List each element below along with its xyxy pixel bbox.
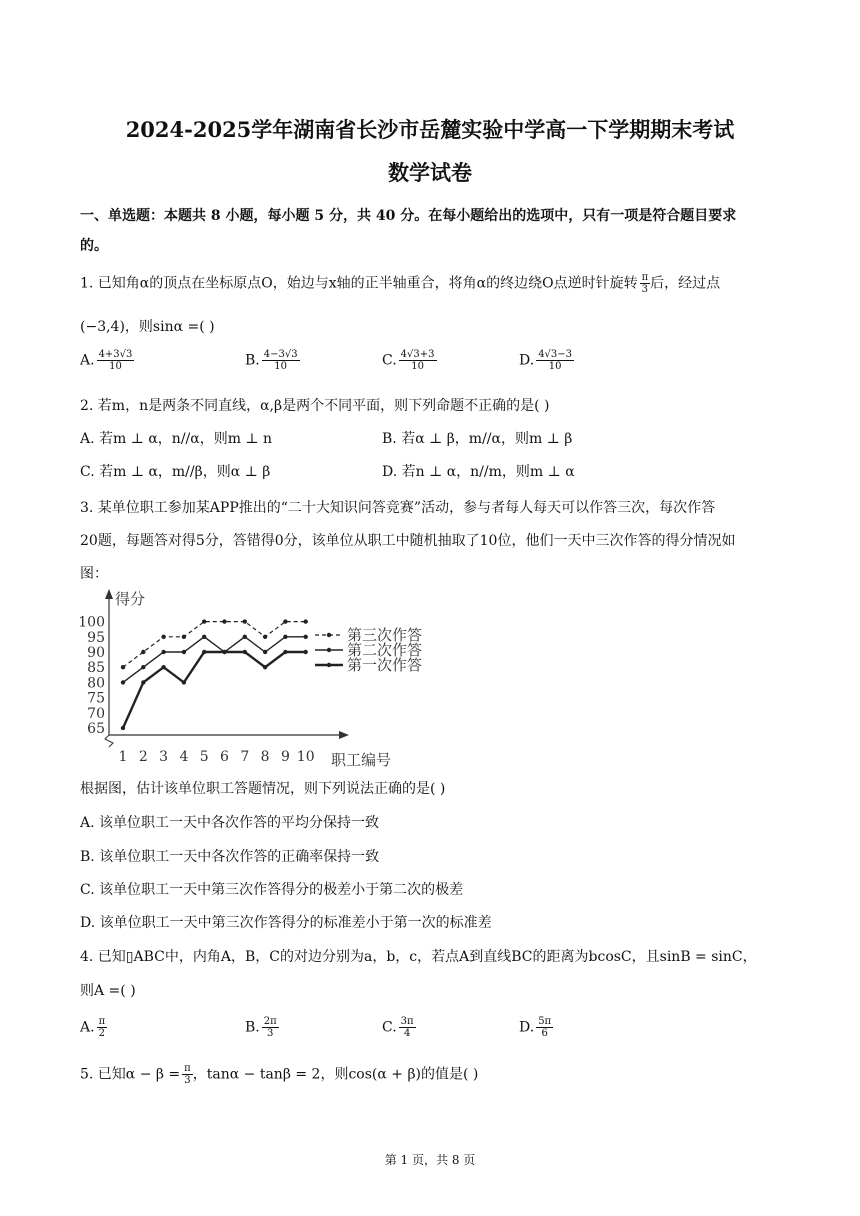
legend-label: 第三次作答 [347,626,423,644]
score-chart [75,585,455,770]
data-point [121,680,125,684]
q3-stem-line3: 图： [80,566,108,582]
q4-option-b: B. $\frac{2\pi}{3}$ [245,1016,277,1039]
data-point [182,635,186,639]
y-tick-label: 75 [87,690,105,707]
q5-text-a: 5. 已知α − β = [80,1066,181,1083]
q1-frac-num: π [641,272,649,283]
x-tick-label: 4 [179,749,189,765]
q1-option-c: C. $\frac{4√3+3}{10}$ [382,349,435,372]
data-point [121,665,125,669]
data-point [304,650,308,654]
q5-text-b: ，tanα − tanβ = 2，则cos(α + β)的值是( ) [192,1066,479,1083]
y-axis-label: 得分 [115,590,146,608]
data-point [141,680,145,684]
data-point [161,665,165,669]
q1-frac-den: 3 [641,284,649,295]
paper-title-line2: 数学试卷 [388,160,472,185]
data-point [263,665,267,669]
q1-option-a: A. $\frac{4+3√3}{10}$ [80,349,133,372]
data-point [304,635,308,639]
data-point [243,635,247,639]
data-point [283,635,287,639]
legend-marker [327,633,331,637]
q1-text-a: 1. 已知角α的顶点在坐标原点O，始边与x轴的正半轴重合，将角α的终边绕O点逆时针旋转 [80,275,638,292]
legend-marker [327,663,331,667]
x-tick-label: 6 [220,749,229,765]
q1-option-b: B. $\frac{4-3√3}{10}$ [245,349,298,372]
q3-option-b: B. 该单位职工一天中各次作答的正确率保持一致 [80,849,380,865]
q3-option-d: D. 该单位职工一天中第三次作答得分的标准差小于第一次的标准差 [80,915,492,931]
data-point [243,619,247,623]
x-tick-label: 7 [240,749,250,765]
legend-label: 第一次作答 [347,656,423,674]
data-point [121,726,125,730]
y-tick-label: 90 [87,645,105,661]
data-point [182,650,186,654]
axis-break-mark [105,735,113,747]
data-point [202,635,206,639]
y-tick-label: 65 [87,721,105,737]
x-axis-label: 职工编号 [331,751,392,769]
data-point [222,619,226,623]
y-tick-label: 70 [87,705,105,722]
data-point [243,650,247,654]
q3-stem-line2: 20题，每题答对得5分，答错得0分，该单位从职工中随机抽取了10位，他们一天中三次作答的得分情况如 [80,533,736,549]
q3-option-a: A. 该单位职工一天中各次作答的平均分保持一致 [80,815,380,831]
q5-fraction: $\frac{\pi}{3}$ [184,1063,191,1086]
data-point [202,650,206,654]
q4-option-a: A. $\frac{\pi}{2}$ [80,1016,106,1039]
y-tick-label: 80 [87,675,105,692]
x-tick-label: 3 [159,749,169,765]
q2-option-d: D. 若n ⊥ α，n//m，则m ⊥ α [382,464,575,480]
y-tick-label: 85 [87,660,105,677]
data-point [304,619,308,623]
y-axis-arrow [105,589,113,599]
data-point [263,635,267,639]
data-point [141,650,145,654]
legend-marker [327,648,331,652]
section-heading: 一、单选题：本题共 8 小题，每小题 5 分，共 40 分。在每小题给出的选项中，只有一项是符合题目要求 [80,208,737,224]
x-tick-label: 8 [260,749,270,765]
x-tick-label: 5 [199,749,209,765]
data-point [161,635,165,639]
q3-stem-line1: 3. 某单位职工参加某APP推出的“二十大知识问答竞赛”活动，参与者每人每天可以作答三次，每次作答 [80,500,716,516]
q4-stem-line2: 则A =( ) [80,983,136,999]
data-point [161,650,165,654]
q2-option-a: A. 若m ⊥ α，n//α，则m ⊥ n [80,431,273,447]
q2-option-c: C. 若m ⊥ α，m//β，则α ⊥ β [80,464,271,480]
q4-stem-line1: 4. 已知▯ABC中，内角A，B，C的对边分别为a，b，c，若点A到直线BC的距离为bcosC，且sinB = sinC， [80,949,757,965]
data-point [202,619,206,623]
data-point [263,650,267,654]
q1-stem-line2: (−3,4)，则sinα =( ) [80,319,215,335]
page-footer: 第 1 页，共 8 页 [384,1153,476,1167]
series-line-3 [123,652,306,728]
data-point [222,650,226,654]
x-tick-label: 1 [118,749,128,765]
q1-stem-line1 [80,272,720,295]
q5-stem [80,1063,478,1086]
data-point [283,619,287,623]
q1-fraction [640,272,651,295]
q1-option-d: D. $\frac{4√3-3}{10}$ [519,349,573,372]
x-axis-arrow [339,731,349,739]
series-line-2 [123,637,306,683]
y-tick-label: 100 [78,614,105,631]
section-heading-cont: 的。 [80,238,108,254]
q4-option-c: C. $\frac{3\pi}{4}$ [382,1016,414,1039]
paper-title-line1: 2024-2025学年湖南省长沙市岳麓实验中学高一下学期期末考试 [125,117,735,142]
legend-label: 第二次作答 [347,641,423,659]
q3-question: 根据图，估计该单位职工答题情况，则下列说法正确的是( ) [80,781,446,797]
y-tick-label: 95 [87,629,105,646]
q1-text-b: 后，经过点 [650,275,721,292]
x-tick-label: 2 [138,749,148,765]
q4-option-d: D. $\frac{5\pi}{6}$ [519,1016,552,1039]
x-tick-label: 9 [280,749,290,765]
q2-stem: 2. 若m，n是两条不同直线，α,β是两个不同平面，则下列命题不正确的是( ) [80,398,550,414]
q3-option-c: C. 该单位职工一天中第三次作答得分的极差小于第二次的极差 [80,882,464,898]
data-point [283,650,287,654]
data-point [141,665,145,669]
q2-option-b: B. 若α ⊥ β，m//α，则m ⊥ β [382,431,573,447]
x-tick-label: 10 [296,749,315,765]
data-point [182,680,186,684]
